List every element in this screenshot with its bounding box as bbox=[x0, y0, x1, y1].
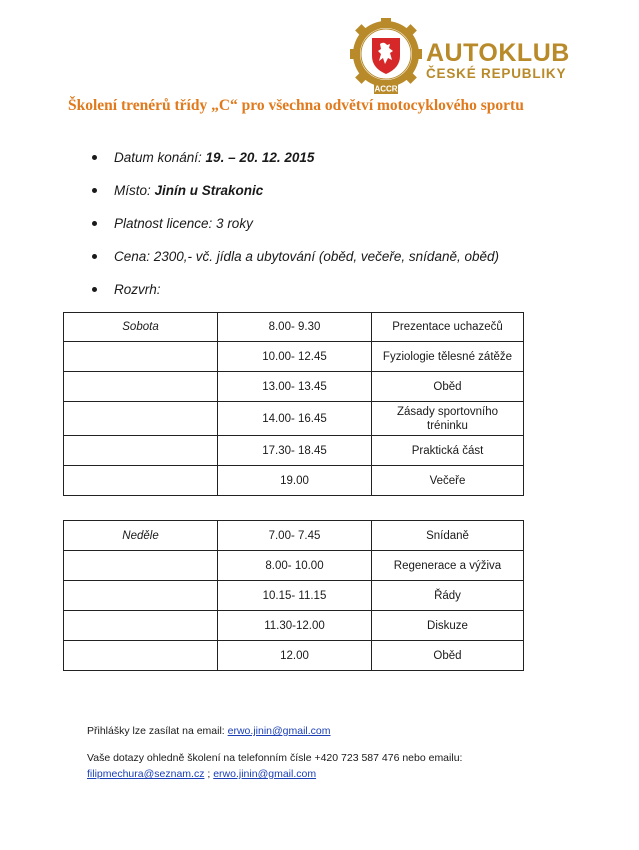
day-cell-empty bbox=[64, 436, 218, 466]
table-row bbox=[64, 402, 524, 436]
info-place bbox=[92, 181, 499, 214]
bullet-icon bbox=[92, 188, 97, 193]
time-cell: 14.00- 16.45 bbox=[218, 402, 372, 436]
time-cell: 11.30-12.00 bbox=[218, 611, 372, 641]
applications-line bbox=[87, 725, 331, 737]
bullet-icon bbox=[92, 254, 97, 259]
table-row bbox=[64, 641, 524, 671]
activity-cell: Diskuze bbox=[372, 611, 524, 641]
contact-emails-line bbox=[87, 768, 316, 780]
time-cell: 12.00 bbox=[218, 641, 372, 671]
schedule-label: Rozvrh: bbox=[114, 282, 161, 297]
table-row bbox=[64, 436, 524, 466]
time-cell: 19.00 bbox=[218, 466, 372, 496]
day-cell-empty bbox=[64, 611, 218, 641]
activity-cell: Zásady sportovního tréninku bbox=[372, 402, 524, 436]
saturday-schedule-table bbox=[63, 312, 524, 496]
bullet-icon bbox=[92, 287, 97, 292]
document-title: Školení trenérů třídy „C“ pro všechna odvětví motocyklového sportu bbox=[68, 97, 524, 114]
time-cell: 10.15- 11.15 bbox=[218, 581, 372, 611]
info-license bbox=[92, 214, 499, 247]
day-cell-empty bbox=[64, 641, 218, 671]
table-row bbox=[64, 342, 524, 372]
sunday-schedule-table bbox=[63, 520, 524, 671]
activity-cell: Řády bbox=[372, 581, 524, 611]
license-text: Platnost licence: 3 roky bbox=[114, 216, 253, 231]
email-separator: ; bbox=[204, 768, 214, 780]
day-cell-empty bbox=[64, 342, 218, 372]
email-link-erwo-2[interactable]: erwo.jinin@gmail.com bbox=[213, 768, 317, 780]
activity-cell: Oběd bbox=[372, 641, 524, 671]
table-row bbox=[64, 581, 524, 611]
bullet-icon bbox=[92, 155, 97, 160]
bullet-icon bbox=[92, 221, 97, 226]
day-cell-empty bbox=[64, 551, 218, 581]
table-row bbox=[64, 521, 524, 551]
info-list bbox=[92, 148, 499, 313]
activity-cell: Oběd bbox=[372, 372, 524, 402]
day-cell-empty bbox=[64, 372, 218, 402]
svg-text:ACCR: ACCR bbox=[374, 84, 398, 94]
email-link-erwo[interactable]: erwo.jinin@gmail.com bbox=[227, 725, 331, 737]
day-cell: Sobota bbox=[64, 313, 218, 342]
time-cell: 13.00- 13.45 bbox=[218, 372, 372, 402]
time-cell: 17.30- 18.45 bbox=[218, 436, 372, 466]
table-row bbox=[64, 611, 524, 641]
time-cell: 8.00- 9.30 bbox=[218, 313, 372, 342]
time-cell: 10.00- 12.45 bbox=[218, 342, 372, 372]
day-cell: Neděle bbox=[64, 521, 218, 551]
brand-name-line1: AUTOKLUB bbox=[426, 39, 570, 67]
table-row bbox=[64, 551, 524, 581]
info-price bbox=[92, 247, 499, 280]
price-text: Cena: 2300,- vč. jídla a ubytování (oběd, večeře, snídaně, oběd) bbox=[114, 249, 499, 264]
autoklub-logo bbox=[350, 18, 590, 98]
time-cell: 7.00- 7.45 bbox=[218, 521, 372, 551]
date-value: 19. – 20. 12. 2015 bbox=[205, 150, 315, 165]
activity-cell: Fyziologie tělesné zátěže bbox=[372, 342, 524, 372]
day-cell-empty bbox=[64, 402, 218, 436]
info-schedule bbox=[92, 280, 499, 313]
applications-text: Přihlášky lze zasílat na email: bbox=[87, 725, 228, 737]
day-cell-empty bbox=[64, 581, 218, 611]
questions-line bbox=[87, 752, 462, 764]
table-row bbox=[64, 466, 524, 496]
activity-cell: Snídaně bbox=[372, 521, 524, 551]
activity-cell: Regenerace a výživa bbox=[372, 551, 524, 581]
date-label: Datum konání: bbox=[114, 150, 206, 165]
info-date bbox=[92, 148, 499, 181]
table-row bbox=[64, 313, 524, 342]
time-cell: 8.00- 10.00 bbox=[218, 551, 372, 581]
brand-name bbox=[426, 40, 570, 82]
email-link-filip[interactable]: filipmechura@seznam.cz bbox=[87, 768, 205, 780]
day-cell-empty bbox=[64, 466, 218, 496]
activity-cell: Prezentace uchazečů bbox=[372, 313, 524, 342]
autoklub-seal-icon bbox=[350, 18, 422, 98]
activity-cell: Večeře bbox=[372, 466, 524, 496]
place-value: Jinín u Strakonic bbox=[154, 183, 264, 198]
table-row bbox=[64, 372, 524, 402]
questions-text: Vaše dotazy ohledně školení na telefonním čísle +420 723 587 476 nebo emailu: bbox=[87, 752, 463, 764]
place-label: Místo: bbox=[114, 183, 155, 198]
activity-cell: Praktická část bbox=[372, 436, 524, 466]
brand-name-line2: ČESKÉ REPUBLIKY bbox=[426, 66, 567, 81]
